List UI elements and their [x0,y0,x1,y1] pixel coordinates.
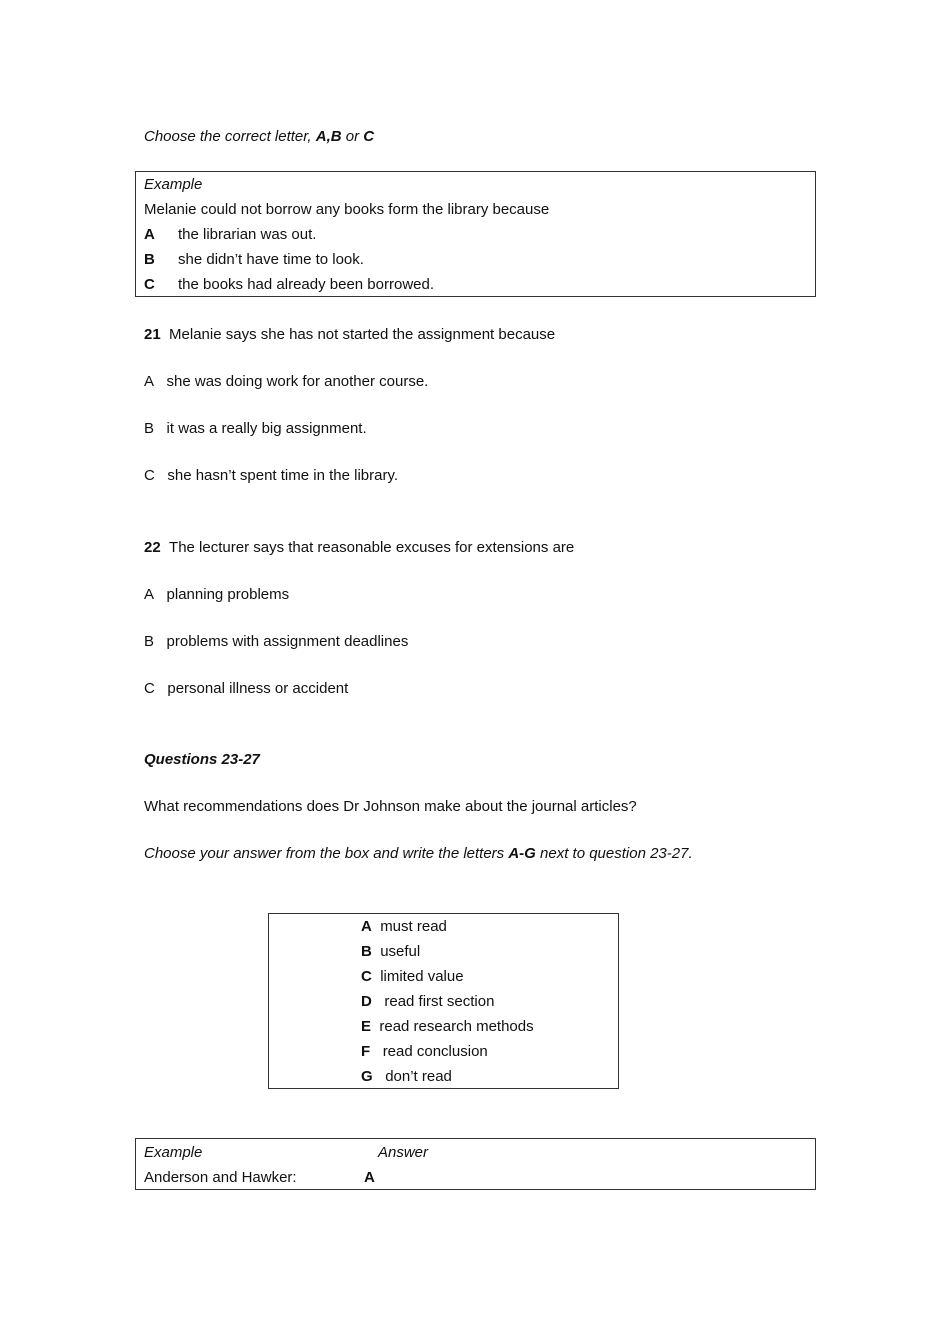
example-option-c: C the books had already been borrowed. [144,276,435,293]
q21-option-b: B it was a really big assignment. [144,420,367,437]
answer-option-d: D read first section [361,993,495,1010]
instruction-text: Choose the correct letter, A,B or C [144,128,375,145]
q21-option-a: A she was doing work for another course. [144,373,429,390]
q21-option-c: C she hasn’t spent time in the library. [144,467,399,484]
example-label: Example [144,176,203,193]
section-heading: Questions 23-27 [144,751,260,768]
example-answer-value: A [364,1169,375,1186]
example-option-b: B she didn’t have time to look. [144,251,364,268]
answer-column-label: Answer [378,1144,429,1161]
answer-option-a: A must read [361,918,447,935]
q22-option-c: C personal illness or accident [144,680,349,697]
example-answer-label: Example [144,1144,203,1161]
question-22: 22 The lecturer says that reasonable excuses for extensions are [144,539,575,556]
question-21: 21 Melanie says she has not started the assignment because [144,326,556,343]
section-instruction: Choose your answer from the box and write the letters A-G next to question 23-27. [144,845,693,862]
answer-option-f: F read conclusion [361,1043,488,1060]
q22-option-a: A planning problems [144,586,290,603]
section-question: What recommendations does Dr Johnson make about the journal articles? [144,798,637,815]
answer-option-c: C limited value [361,968,464,985]
q22-option-b: B problems with assignment deadlines [144,633,409,650]
example-question: Melanie could not borrow any books form the library because [144,201,550,218]
answer-option-b: B useful [361,943,421,960]
answer-option-g: G don’t read [361,1068,452,1085]
answer-option-e: E read research methods [361,1018,534,1035]
example-answer-item: Anderson and Hawker: [144,1169,297,1186]
example-option-a: A the librarian was out. [144,226,317,243]
